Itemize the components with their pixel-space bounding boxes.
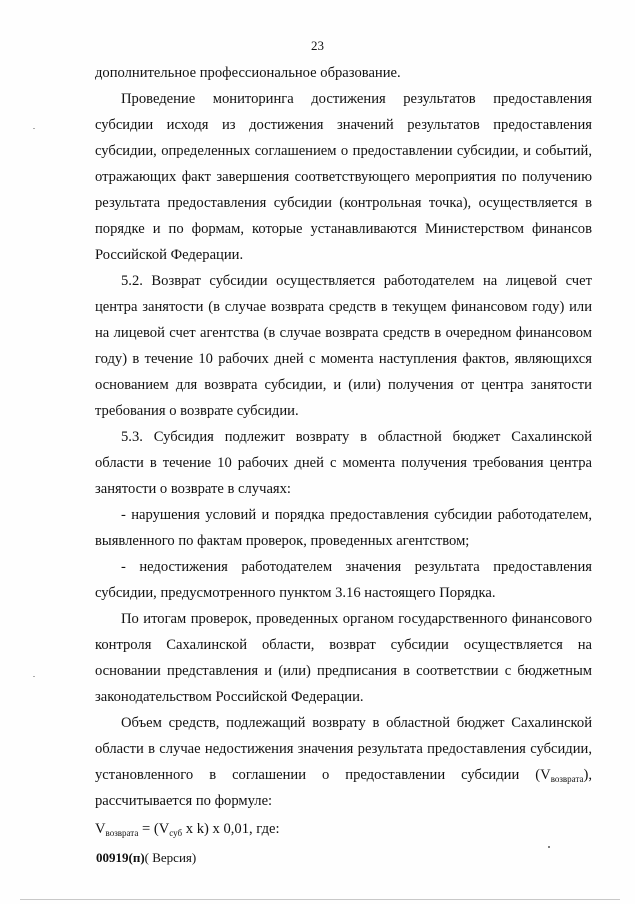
list-item-nonachievement: - недостижения работодателем значения результата предоставления субсидии, предусмотренного пунктом 3.16 настоящего Порядка.: [95, 559, 592, 601]
document-body: [95, 60, 592, 842]
paragraph-continuation: дополнительное профессиональное образование.: [95, 65, 401, 81]
footer: [96, 850, 196, 866]
scan-speck: [548, 846, 550, 848]
paragraph-5-3: 5.3. Субсидия подлежит возврату в областной бюджет Сахалинской области в течение 10 рабочих дней с момента получения требования центра занятости о возврате в случаях:: [95, 429, 592, 497]
paragraph-monitoring: Проведение мониторинга достижения результатов предоставления субсидии исходя из достижения значений результатов предоставления субсидии, определенных соглашением о предоставлении субсидии, и событий, отражающих факт завершения соответствующего мероприятия по получению результата предоставления субсидии (контрольная точка), осуществляется в порядке и по формам, которые устанавливаются Министерством финансов Российской Федерации.: [95, 91, 592, 263]
formula-eq: = (V: [138, 821, 170, 837]
paragraph-refund-volume: [95, 710, 592, 814]
refund-text: Объем средств, подлежащий возврату в областной бюджет Сахалинской области в случае недостижения значения результата предоставления субсидии, установленного в соглашении о предоставлении субсидии (V: [95, 715, 592, 783]
formula-rest: х k) х 0,01, где:: [182, 821, 280, 837]
scan-edge-line: [20, 899, 620, 900]
document-version: ( Версия): [144, 850, 197, 865]
paragraph-5-2: 5.2. Возврат субсидии осуществляется работодателем на лицевой счет центра занятости (в случае возврата средств в текущем финансовом году) или на лицевой счет агентства (в случае возврата средств в очередном финансовом году) в течение 10 рабочих дней с момента наступления фактов, являющихся основанием для возврата субсидии, и (или) получения от центра занятости требования о возврате субсидии.: [95, 273, 592, 419]
page-number: 23: [311, 38, 324, 53]
refund-tail: ), рассчитывается по формуле:: [95, 767, 592, 809]
formula-v-subscript: возврата: [105, 828, 139, 838]
refund-subscript: возврата: [550, 774, 584, 784]
formula-sub-subscript: суб: [169, 828, 183, 838]
paragraph-inspections: По итогам проверок, проведенных органом государственного финансового контроля Сахалинской области, возврат субсидии осуществляется на основании представления и (или) предписания в соответствии с бюджетным законодательством Российской Федерации.: [95, 611, 592, 705]
document-code: 00919(п): [96, 850, 145, 865]
formula: [95, 816, 592, 842]
margin-mark: [33, 128, 35, 129]
list-item-violation: - нарушения условий и порядка предоставления субсидии работодателем, выявленного по фактам проверок, проведенных агентством;: [95, 507, 592, 549]
formula-v: V: [95, 821, 106, 837]
margin-mark: [33, 676, 35, 677]
